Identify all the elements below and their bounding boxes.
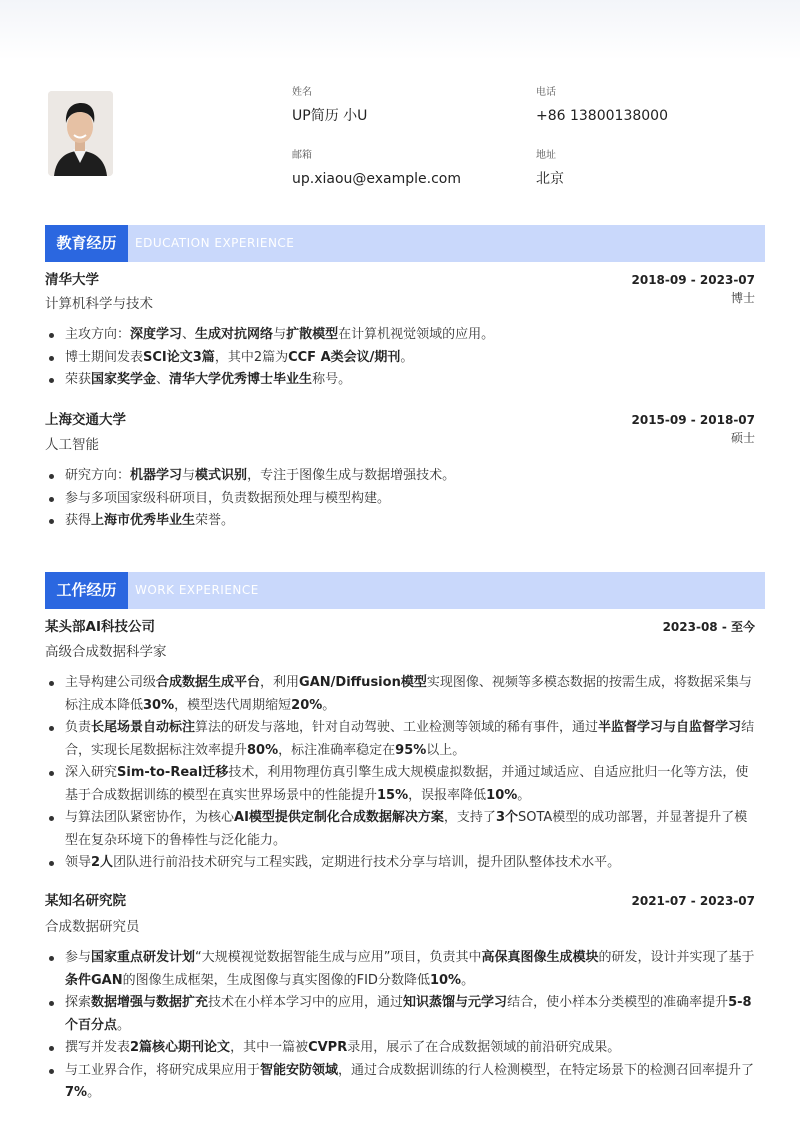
email-value: up.xiaou@example.com [292,171,462,187]
highlight-text: 长尾场景自动标注 [91,720,196,735]
highlight-text: 3个 [495,810,518,825]
email-field [292,149,461,189]
major: 计算机科学与技术 [45,296,153,312]
address-label: 地址 [536,150,556,161]
education-bullets [45,465,755,533]
address-field [536,149,564,189]
name-field [292,86,367,126]
education-title-en: EDUCATION EXPERIENCE [135,236,295,250]
highlight-text: 5-8个百分点 [65,995,752,1033]
highlight-text: 模式识别 [195,468,248,483]
highlight-text: 条件GAN [65,972,123,988]
address-value: 北京 [536,171,564,187]
highlight-text: 95% [395,742,427,758]
list-item: 深入研究Sim-to-Real迁移技术，利用物理仿真引擎生成大规模虚拟数据，并通过域适应、自适应批归一化等方法，使基于合成数据训练的模型在真实世界场景中的性能提升15%，误报率降低10%。 [45,762,755,807]
list-item: 获得上海市优秀毕业生荣誉。 [45,510,755,533]
school-name: 上海交通大学 [45,412,126,428]
work-entry-head [45,891,755,911]
phone-value: +86 13800138000 [536,108,668,124]
highlight-text: 10% [486,787,518,803]
work-entry-head [45,617,755,637]
highlight-text: 30% [143,697,175,713]
highlight-text: CCF A类会议/期刊 [288,349,401,365]
major: 人工智能 [45,437,99,453]
highlight-text: 扩散模型 [286,327,339,342]
list-item: 研究方向：机器学习与模式识别，专注于图像生成与数据增强技术。 [45,465,755,488]
highlight-text: 高保真图像生成模块 [481,950,599,965]
highlight-text: CVPR [308,1040,348,1055]
list-item: 探索数据增强与数据扩充技术在小样本学习中的应用，通过知识蒸馏与元学习结合，使小样本分类模型的准确率提升5-8个百分点。 [45,992,755,1037]
name-label: 姓名 [292,87,312,98]
list-item: 领导2人团队进行前沿技术研究与工程实践，定期进行技术分享与培训，提升团队整体技术水平。 [45,852,755,875]
name-value: UP简历 小U [292,108,368,124]
education-entry-head [45,410,755,430]
highlight-text: 数据增强与数据扩充 [91,995,209,1010]
degree: 硕士 [730,431,755,445]
highlight-text: 20% [291,697,323,713]
work-bullets [45,672,755,875]
phone-label: 电话 [536,87,556,98]
list-item: 参与多项国家级科研项目，负责数据预处理与模型构建。 [45,488,755,511]
list-item: 撰写并发表2篇核心期刊论文，其中一篇被CVPR录用，展示了在合成数据领域的前沿研究成果。 [45,1037,755,1060]
email-label: 邮箱 [292,150,312,161]
highlight-text: 上海市优秀毕业生 [91,513,196,528]
highlight-text: 10% [429,972,462,988]
education-entry-head [45,270,755,290]
profile-header [0,0,800,215]
work-section-header [45,572,765,609]
highlight-text: 2篇核心期刊论文 [130,1040,231,1055]
highlight-text: 生成对抗网络 [195,327,274,342]
education-date: 2015-09 - 2018-07 [631,413,755,427]
highlight-text: 半监督学习与自监督学习 [598,720,742,735]
highlight-text: 智能安防领域 [260,1062,339,1078]
work-title-en: WORK EXPERIENCE [135,583,259,597]
highlight-text: 7% [65,1085,88,1100]
highlight-text: 清华大学优秀博士毕业生 [169,372,313,387]
highlight-text: 机器学习 [130,468,183,483]
job-role: 高级合成数据科学家 [45,644,167,660]
avatar [48,91,113,176]
work-bullets [45,947,755,1105]
list-item: 博士期间发表SCI论文3篇，其中2篇为CCF A类会议/期刊。 [45,347,755,370]
highlight-text: 80% [247,742,279,758]
company-name: 某头部AI科技公司 [45,619,155,635]
job-role: 合成数据研究员 [45,919,140,935]
school-name: 清华大学 [45,272,99,288]
avatar-photo-icon [48,91,113,176]
list-item: 负责长尾场景自动标注算法的研发与落地，针对自动驾驶、工业检测等领域的稀有事件，通过半监督学习与自监督学习结合，实现长尾数据标注效率提升80%，标注准确率稳定在95%以上。 [45,717,755,762]
education-bullets [45,324,755,392]
education-section-header [45,225,765,262]
highlight-text: 15% [377,787,409,803]
work-date: 2023-08 - 至今 [662,620,755,634]
highlight-text: AI模型提供定制化合成数据解决方案 [234,810,444,825]
highlight-text: 合成数据生成平台 [156,675,261,690]
list-item: 荣获国家奖学金、清华大学优秀博士毕业生称号。 [45,369,755,392]
phone-field [536,86,668,126]
list-item: 主攻方向：深度学习、生成对抗网络与扩散模型在计算机视觉领域的应用。 [45,324,755,347]
highlight-text: 国家奖学金 [91,372,157,387]
work-date: 2021-07 - 2023-07 [631,894,755,908]
highlight-text: GAN/Diffusion模型 [299,675,427,690]
list-item: 主导构建公司级合成数据生成平台，利用GAN/Diffusion模型实现图像、视频等多模态数据的按需生成，将数据采集与标注成本降低30%，模型迭代周期缩短20%。 [45,672,755,717]
degree: 博士 [730,291,755,305]
highlight-text: Sim-to-Real迁移 [117,765,229,780]
list-item: 参与国家重点研发计划“大规模视觉数据智能生成与应用”项目，负责其中高保真图像生成模块的研发，设计并实现了基于条件GAN的图像生成框架，生成图像与真实图像的FID分数降低10%。 [45,947,755,992]
highlight-text: SCI论文3篇 [143,349,215,365]
education-title: 教育经历 [45,225,128,262]
highlight-text: 知识蒸馏与元学习 [403,995,508,1010]
list-item: 与工业界合作，将研究成果应用于智能安防领域，通过合成数据训练的行人检测模型，在特定场景下的检测召回率提升了7%。 [45,1060,755,1105]
work-title: 工作经历 [45,572,128,609]
highlight-text: 国家重点研发计划 [91,950,196,965]
education-date: 2018-09 - 2023-07 [631,273,755,287]
list-item: 与算法团队紧密协作，为核心AI模型提供定制化合成数据解决方案，支持了3个SOTA模型的成功部署，并显著提升了模型在复杂环境下的鲁棒性与泛化能力。 [45,807,755,852]
company-name: 某知名研究院 [45,893,126,909]
highlight-text: 深度学习 [130,327,183,342]
highlight-text: 2人 [91,855,114,870]
